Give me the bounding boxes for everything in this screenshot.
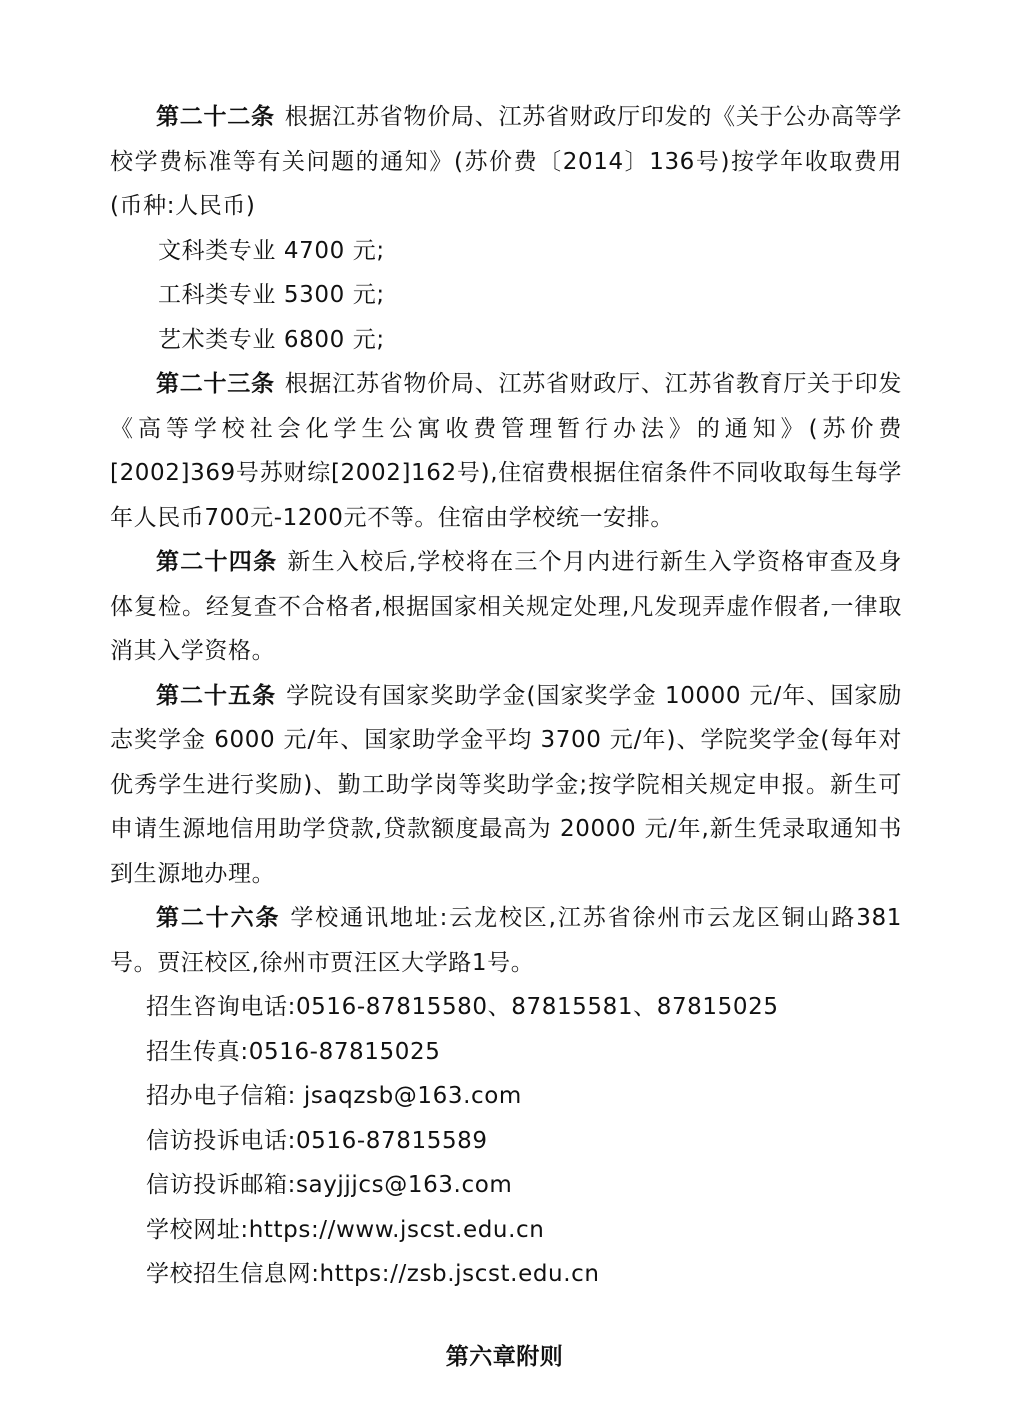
- article-23-text: 根据江苏省物价局、江苏省财政厅、江苏省教育厅关于印发《高等学校社会化学生公寓收费管理暂行办法》的通知》(苏价费[2002]369号苏财综[2002]162号),住宿费根据住宿条件不同收取每生每学年人民币700元-1200元不等。住宿由学校统一安排。: [110, 371, 902, 531]
- contact-email: 招办电子信箱: jsaqzsb@163.com: [146, 1083, 522, 1109]
- article-25: [110, 674, 902, 897]
- article-24-text: 新生入校后,学校将在三个月内进行新生入学资格审查及身体复检。经复查不合格者,根据国家相关规定处理,凡发现弄虚作假者,一律取消其入学资格。: [110, 549, 903, 664]
- article-25-heading: 第二十五条: [156, 682, 277, 709]
- contact-complaint-phone: 信访投诉电话:0516-87815589: [146, 1127, 488, 1154]
- contact-admission-website: 学校招生信息网:https://zsb.jscst.edu.cn: [146, 1261, 600, 1287]
- contact-school-website: 学校网址:https://www.jscst.edu.cn: [146, 1216, 545, 1243]
- article-22: [110, 95, 902, 229]
- article-26-text: 学校通讯地址:云龙校区,江苏省徐州市云龙区铜山路381号。贾汪校区,徐州市贾汪区大学路1号。: [110, 905, 902, 976]
- article-23: [110, 362, 902, 540]
- contact-fax: 招生传真:0516-87815025: [146, 1038, 441, 1065]
- article-22-heading: 第二十二条: [156, 104, 275, 130]
- contact-complaint-email: 信访投诉邮箱:sayjjjcs@163.com: [146, 1172, 513, 1198]
- article-23-heading: 第二十三条: [156, 371, 275, 397]
- fee-engineering: 工科类专业 5300 元;: [158, 282, 385, 308]
- article-24-heading: 第二十四条: [156, 549, 278, 575]
- article-25-text: 学院设有国家奖助学金(国家奖学金 10000 元/年、国家励志奖学金 6000 元/年、国家助学金平均 3700 元/年)、学院奖学金(每年对优秀学生进行奖励)、勤工助学岗等奖助学金;按学院相关规定申报。新生可申请生源地信用助学贷款,贷款额度最高为 20000 元/年,新生凭录取通知书到生源地办理。: [110, 682, 902, 887]
- document-body: [110, 95, 902, 1297]
- fee-liberal-arts: 文科类专业 4700 元;: [158, 237, 385, 264]
- contact-admission-phone: 招生咨询电话:0516-87815580、87815581、87815025: [146, 994, 779, 1020]
- article-22-text: 根据江苏省物价局、江苏省财政厅印发的《关于公办高等学校学费标准等有关问题的通知》(苏价费〔2014〕136号)按学年收取费用(币种:人民币): [110, 104, 902, 219]
- fee-arts: 艺术类专业 6800 元;: [158, 326, 385, 353]
- article-26: [110, 896, 902, 985]
- chapter-title: 第六章附则: [445, 1344, 564, 1370]
- article-24: [110, 540, 902, 674]
- article-26-heading: 第二十六条: [156, 905, 281, 931]
